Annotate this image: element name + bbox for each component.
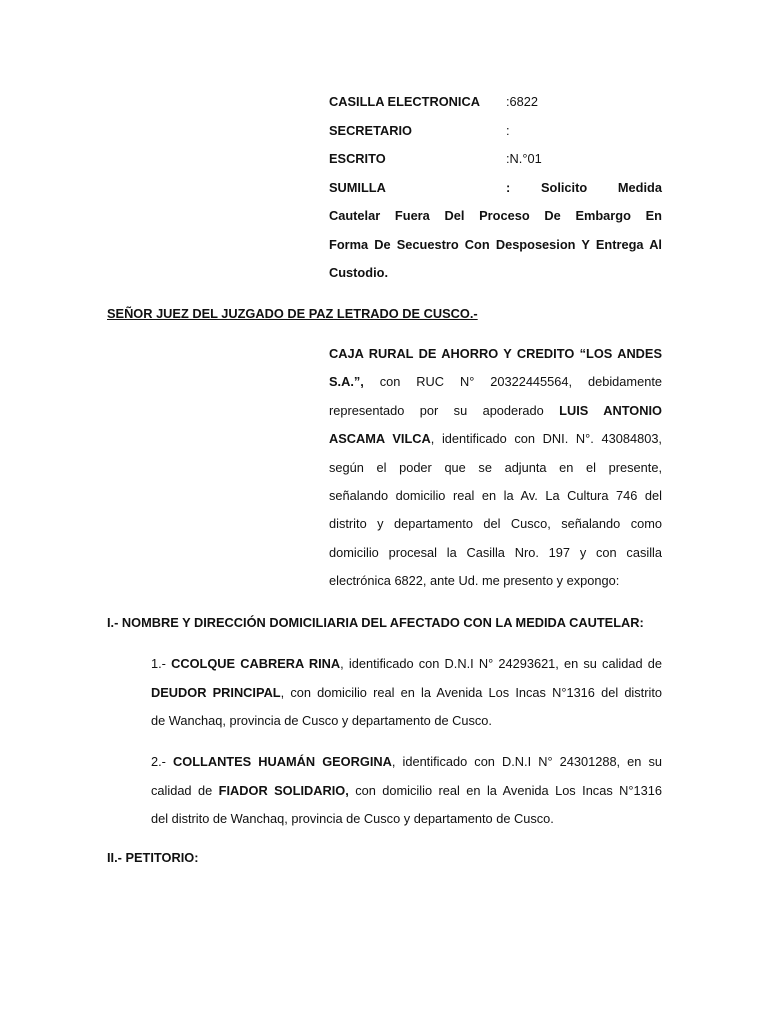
secretario-row <box>329 117 662 146</box>
sumilla-word-1: Solicito <box>540 179 588 195</box>
representative-name: LUIS ANTONIO <box>559 402 662 418</box>
escrito-label: ESCRITO <box>329 151 386 166</box>
escrito-row <box>329 145 662 174</box>
sumilla-label: SUMILLA <box>329 179 386 195</box>
secretario-label: SECRETARIO <box>329 122 412 138</box>
item-line: 2.- COLLANTES HUAMÁN GEORGINA, identificado con D.N.I N° 24301288, en su <box>151 754 662 769</box>
guarantor-role: FIADOR SOLIDARIO, <box>218 782 349 798</box>
intro-line: CAJA RURAL DE AHORRO Y CREDITO “LOS ANDES <box>329 346 662 361</box>
casilla-label: CASILLA ELECTRONICA <box>329 94 480 109</box>
intro-line: electrónica 6822, ante Ud. me presento y expongo: <box>329 573 620 589</box>
sumilla-word-2: Medida <box>617 179 662 195</box>
affected-item-2 <box>151 748 662 834</box>
intro-line: representado por su apoderado LUIS ANTONIO <box>329 402 662 418</box>
sumilla-text <box>329 202 662 288</box>
casilla-row <box>329 88 662 117</box>
intro-line: domicilio procesal la Casilla Nro. 197 y con casilla <box>329 544 662 560</box>
sumilla-line: Custodio. <box>329 265 388 280</box>
representative-surname: ASCAMA VILCA <box>329 431 431 447</box>
sumilla-colon: : <box>506 179 511 195</box>
item-line: DEUDOR PRINCIPAL, con domicilio real en la Avenida Los Incas N°1316 del distrito <box>151 684 663 700</box>
sumilla-row <box>329 174 662 203</box>
item-line: 1.- CCOLQUE CABRERA RINA, identificado con D.N.I N° 24293621, en su calidad de <box>151 656 662 671</box>
intro-line: señalando domicilio real en la Av. La Cultura 746 del <box>329 487 662 503</box>
intro-line: ASCAMA VILCA, identificado con DNI. N°. 43084803, <box>329 431 662 447</box>
item-line: calidad de FIADOR SOLIDARIO, con domicilio real en la Avenida Los Incas N°1316 <box>151 782 662 798</box>
guarantor-name: COLLANTES HUAMÁN GEORGINA <box>173 754 392 769</box>
intro-line: distrito y departamento del Cusco, señalando como <box>329 516 662 532</box>
section-heading-petitorio: II.- PETITORIO: <box>107 850 199 865</box>
casilla-value: :6822 <box>506 94 539 109</box>
intro-line: según el poder que se adjunta en el presente, <box>329 459 662 475</box>
case-header <box>329 88 662 288</box>
secretario-value: : <box>506 122 510 138</box>
intro-paragraph <box>329 340 662 596</box>
sumilla-line: Cautelar Fuera Del Proceso De Embargo En <box>329 208 662 223</box>
escrito-value: :N.°01 <box>506 151 542 166</box>
debtor-name: CCOLQUE CABRERA RINA <box>171 656 341 671</box>
item-line: de Wanchaq, provincia de Cusco y departamento de Cusco. <box>151 713 492 728</box>
addressee-heading: SEÑOR JUEZ DEL JUZGADO DE PAZ LETRADO DE CUSCO.- <box>107 306 478 321</box>
sumilla-line: Forma De Secuestro Con Desposesion Y Entrega Al <box>329 236 662 252</box>
item-line: del distrito de Wanchaq, provincia de Cusco y departamento de Cusco. <box>151 811 554 826</box>
section-heading-affected: I.- NOMBRE Y DIRECCIÓN DOMICILIARIA DEL AFECTADO CON LA MEDIDA CAUTELAR: <box>107 615 644 630</box>
company-name-end: S.A.”, <box>329 374 364 390</box>
debtor-role: DEUDOR PRINCIPAL <box>151 684 281 700</box>
affected-item-1 <box>151 650 662 736</box>
intro-line: S.A.”, con RUC N° 20322445564, debidamente <box>329 374 662 390</box>
